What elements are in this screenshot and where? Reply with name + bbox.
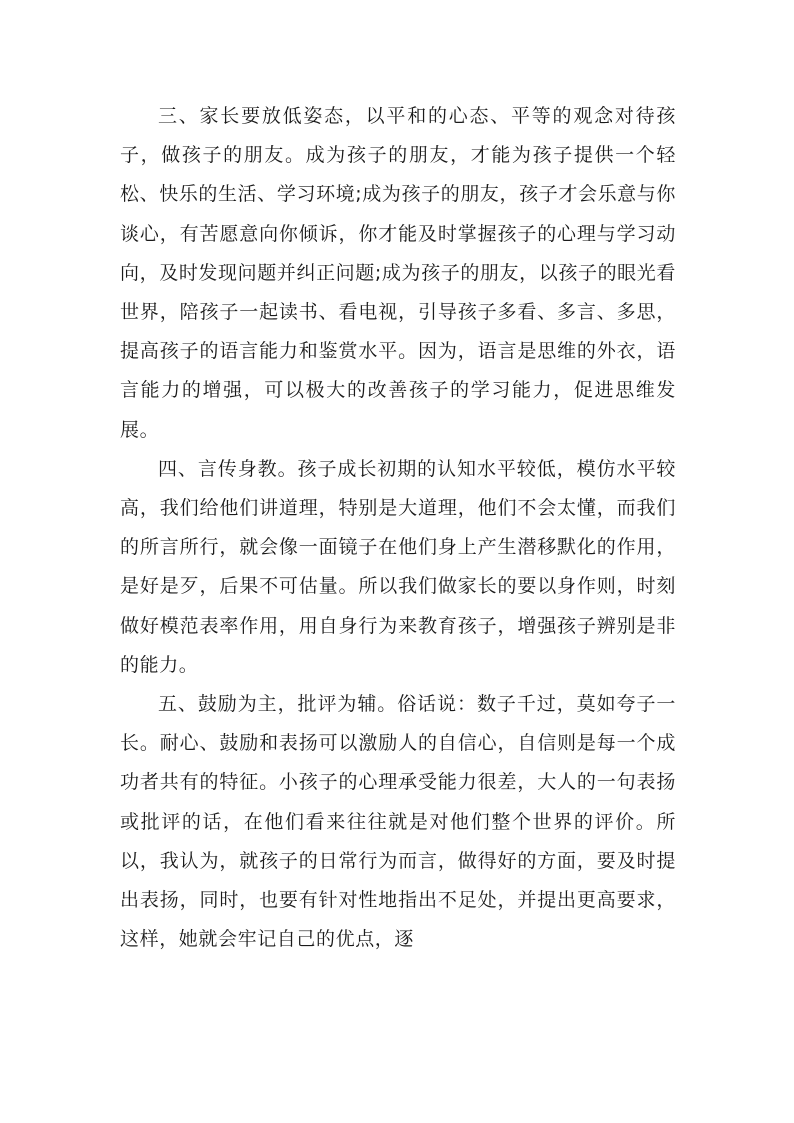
paragraph-5-encouragement: 五、鼓励为主，批评为辅。俗话说：数子千过，莫如夸子一长。耐心、鼓励和表扬可以激励人的自信心，自信则是每一个成功者共有的特征。小孩子的心理承受能力很差，大人的一句表扬或批评的话，在他们看来往往就是对他们整个世界的评价。所以，我认为，就孩子的日常行为而言，做得好的方面，要及时提出表扬，同时，也要有针对性地指出不足处，并提出更高要求，这样，她就会牢记自己的优点，逐 <box>120 693 676 951</box>
paragraph-4-lead-by-example: 四、言传身教。孩子成长初期的认知水平较低，模仿水平较高，我们给他们讲道理，特别是大道理，他们不会太懂，而我们的所言所行，就会像一面镜子在他们身上产生潜移默化的作用，是好是歹，后果不可估量。所以我们做家长的要以身作则，时刻做好模范表率作用，用自身行为来教育孩子，增强孩子辨别是非的能力。 <box>120 457 676 676</box>
paragraph-3-parent-as-friend: 三、家长要放低姿态，以平和的心态、平等的观念对待孩子，做孩子的朋友。成为孩子的朋友，才能为孩子提供一个轻松、快乐的生活、学习环境;成为孩子的朋友，孩子才会乐意与你谈心，有苦愿意向你倾诉，你才能及时掌握孩子的心理与学习动向，及时发现问题并纠正问题;成为孩子的朋友，以孩子的眼光看世界，陪孩子一起读书、看电视，引导孩子多看、多言、多思，提高孩子的语言能力和鉴赏水平。因为，语言是思维的外衣，语言能力的增强，可以极大的改善孩子的学习能力，促进思维发展。 <box>120 105 676 441</box>
document-body <box>120 97 676 959</box>
